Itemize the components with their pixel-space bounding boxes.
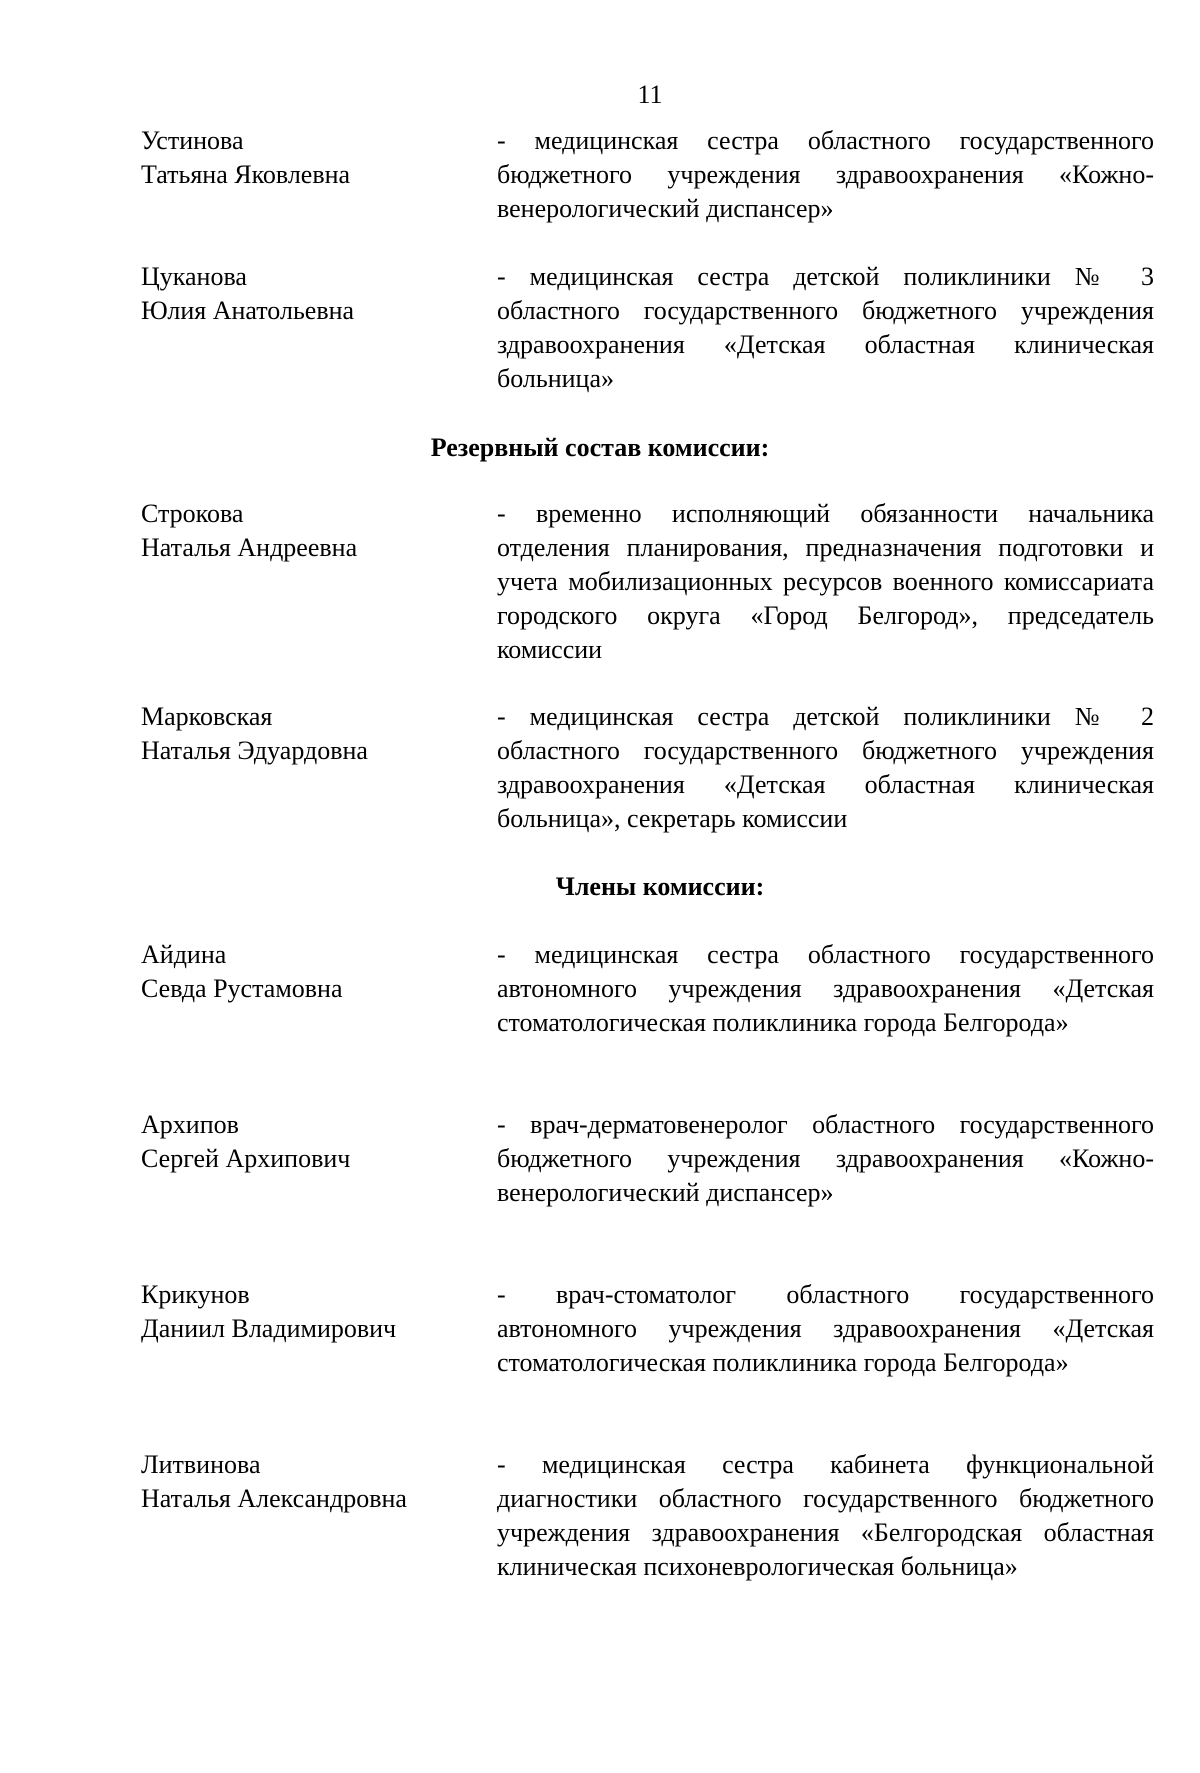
- person-given-names: Сергей Архипович: [141, 1144, 351, 1173]
- person-surname: Строкова: [141, 499, 244, 528]
- person-given-names: Наталья Эдуардовна: [141, 736, 368, 765]
- person-given-names: Юлия Анатольевна: [141, 296, 355, 325]
- person-position: - врач-дерматовенеролог областного государственного бюджетного учреждения здравоохранения «Кожно-венерологический диспансер»: [497, 1110, 1154, 1207]
- person-surname: Архипов: [141, 1110, 239, 1139]
- person-position: - врач-стоматолог областного государственного автономного учреждения здравоохранения «Детская стоматологическая поликлиника города Белгорода»: [497, 1280, 1154, 1377]
- person-surname: Цуканова: [141, 262, 247, 291]
- person-given-names: Наталья Андреевна: [141, 533, 358, 562]
- person-name: [141, 497, 471, 565]
- person-position: - медицинская сестра кабинета функциональной диагностики областного государственного бюджетного учреждения здравоохранения «Белгородская областная клиническая психоневрологическая больница»: [497, 1450, 1154, 1581]
- person-surname: Крикунов: [141, 1280, 250, 1309]
- person-position: - медицинская сестра детской поликлиники № 3 областного государственного бюджетного учреждения здравоохранения «Детская областная клиническая больница»: [497, 262, 1154, 393]
- person-name: [141, 260, 471, 328]
- person-name: [141, 1108, 471, 1176]
- person-name: [141, 938, 471, 1006]
- person-name: [141, 1448, 471, 1516]
- person-surname: Устинова: [141, 126, 244, 155]
- reserve-heading: Резервный состав комиссии:: [430, 433, 770, 462]
- person-given-names: Севда Рустамовна: [141, 974, 343, 1003]
- person-name: [141, 700, 471, 768]
- person-position: - медицинская сестра областного государственного автономного учреждения здравоохранения «Детская стоматологическая поликлиника города Белгорода»: [497, 940, 1154, 1037]
- person-position: - медицинская сестра областного государственного бюджетного учреждения здравоохранения «Кожно-венерологический диспансер»: [497, 126, 1154, 223]
- page-number: 11: [637, 80, 663, 109]
- person-given-names: Татьяна Яковлевна: [141, 160, 351, 189]
- person-surname: Литвинова: [141, 1450, 261, 1479]
- person-surname: Марковская: [141, 702, 273, 731]
- members-heading: Члены комиссии:: [555, 872, 765, 901]
- person-given-names: Наталья Александровна: [141, 1484, 407, 1513]
- person-position: - медицинская сестра детской поликлиники № 2 областного государственного бюджетного учреждения здравоохранения «Детская областная клиническая больница», секретарь комиссии: [497, 702, 1154, 833]
- person-surname: Айдина: [141, 940, 227, 969]
- person-given-names: Даниил Владимирович: [141, 1314, 397, 1343]
- person-position: - временно исполняющий обязанности начальника отделения планирования, предназначения подготовки и учета мобилизационных ресурсов военного комиссариата городского округа «Город Белгород», председатель комиссии: [497, 499, 1154, 664]
- person-name: [141, 124, 471, 192]
- person-name: [141, 1278, 471, 1346]
